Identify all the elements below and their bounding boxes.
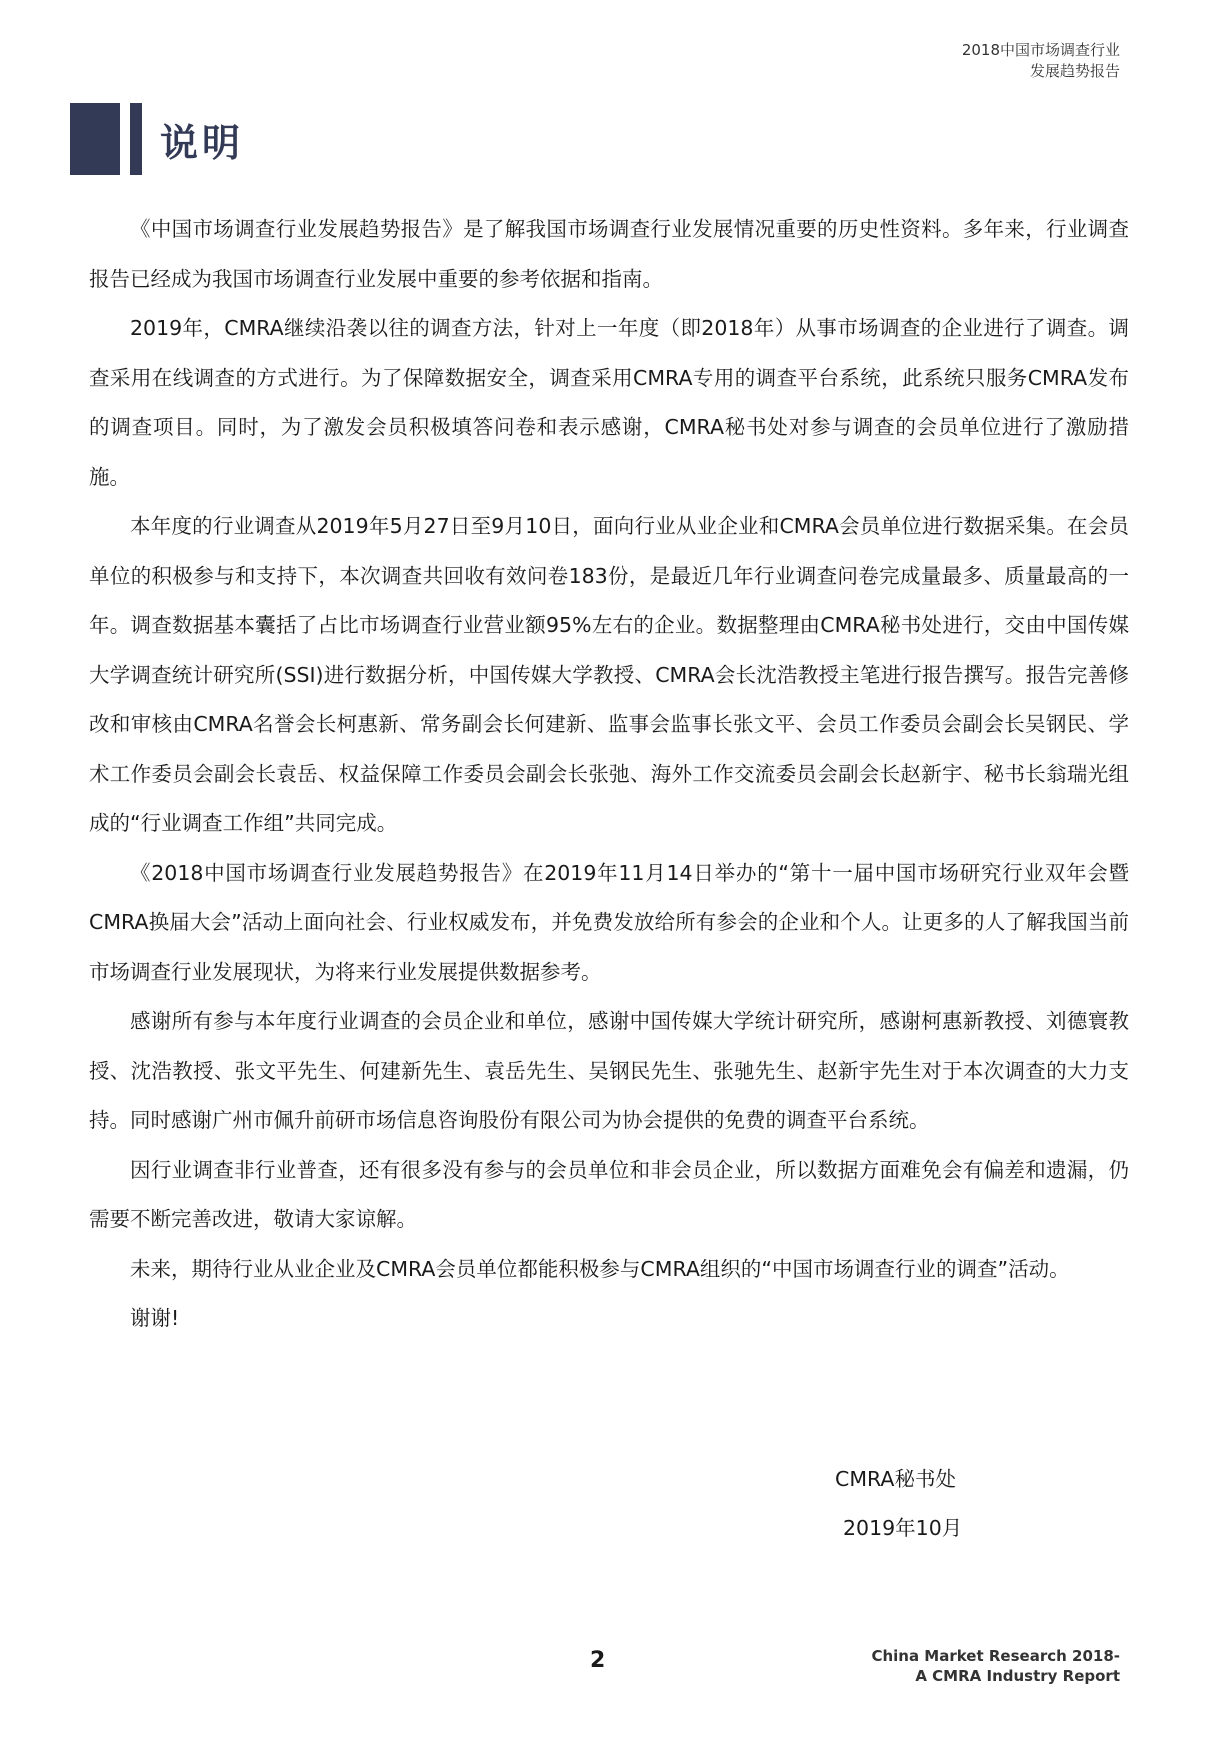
paragraph-5: 感谢所有参与本年度行业调查的会员企业和单位，感谢中国传媒大学统计研究所，感谢柯惠新教授、刘德寰教授、沈浩教授、张文平先生、何建新先生、袁岳先生、吴钢民先生、张驰先生、赵新宇先生对于本次调查的大力支持。同时感谢广州市佩升前研市场信息咨询股份有限公司为协会提供的免费的调查平台系统。 xyxy=(89,1009,1129,1132)
signature-org: CMRA秘书处 xyxy=(835,1467,956,1491)
signature-date: 2019年10月 xyxy=(843,1516,963,1540)
running-footer xyxy=(871,1646,1120,1686)
running-header xyxy=(962,40,1120,82)
paragraph-7: 未来，期待行业从业企业及CMRA会员单位都能积极参与CMRA组织的“中国市场调查行业的调查”活动。 xyxy=(130,1256,1070,1281)
signature-block xyxy=(835,1455,962,1553)
running-header-line2: 发展趋势报告 xyxy=(1029,62,1120,80)
section-title-block xyxy=(70,103,244,175)
running-footer-line2: A CMRA Industry Report xyxy=(915,1667,1120,1685)
paragraph-2: 2019年，CMRA继续沿袭以往的调查方法，针对上一年度（即2018年）从事市场调查的企业进行了调查。调查采用在线调查的方式进行。为了保障数据安全，调查采用CMRA专用的调查平台系统，此系统只服务CMRA发布的调查项目。同时，为了激发会员积极填答问卷和表示感谢，CMRA秘书处对参与调查的会员单位进行了激励措施。 xyxy=(89,316,1129,489)
title-accent-bar-wide xyxy=(70,103,120,175)
title-accent-bar-narrow xyxy=(130,103,142,175)
running-header-line1: 2018中国市场调查行业 xyxy=(961,41,1120,59)
body-text xyxy=(89,205,1129,1344)
paragraph-4: 《2018中国市场调查行业发展趋势报告》在2019年11月14日举办的“第十一届中国市场研究行业双年会暨CMRA换届大会”活动上面向社会、行业权威发布，并免费发放给所有参会的企业和个人。让更多的人了解我国当前市场调查行业发展现状，为将来行业发展提供数据参考。 xyxy=(89,860,1129,984)
paragraph-thanks: 谢谢! xyxy=(130,1306,180,1330)
page-number: 2 xyxy=(590,1648,606,1673)
paragraph-1: 《中国市场调查行业发展趋势报告》是了解我国市场调查行业发展情况重要的历史性资料。多年来，行业调查报告已经成为我国市场调查行业发展中重要的参考依据和指南。 xyxy=(89,217,1129,291)
page-title: 说明 xyxy=(160,120,245,165)
running-footer-line1: China Market Research 2018- xyxy=(871,1647,1120,1665)
paragraph-6: 因行业调查非行业普查，还有很多没有参与的会员单位和非会员企业，所以数据方面难免会有偏差和遗漏，仍需要不断完善改进，敬请大家谅解。 xyxy=(89,1157,1129,1231)
paragraph-3: 本年度的行业调查从2019年5月27日至9月10日，面向行业从业企业和CMRA会员单位进行数据采集。在会员单位的积极参与和支持下，本次调查共回收有效问卷183份，是最近几年行业调查问卷完成量最多、质量最高的一年。调查数据基本囊括了占比市场调查行业营业额95%左右的企业。数据整理由CMRA秘书处进行，交由中国传媒大学调查统计研究所(SSI)进行数据分析，中国传媒大学教授、CMRA会长沈浩教授主笔进行报告撰写。报告完善修改和审核由CMRA名誉会长柯惠新、常务副会长何建新、监事会监事长张文平、会员工作委员会副会长吴钢民、学术工作委员会副会长袁岳、权益保障工作委员会副会长张弛、海外工作交流委员会副会长赵新宇、秘书长翁瑞光组成的“行业调查工作组”共同完成。 xyxy=(89,514,1129,835)
